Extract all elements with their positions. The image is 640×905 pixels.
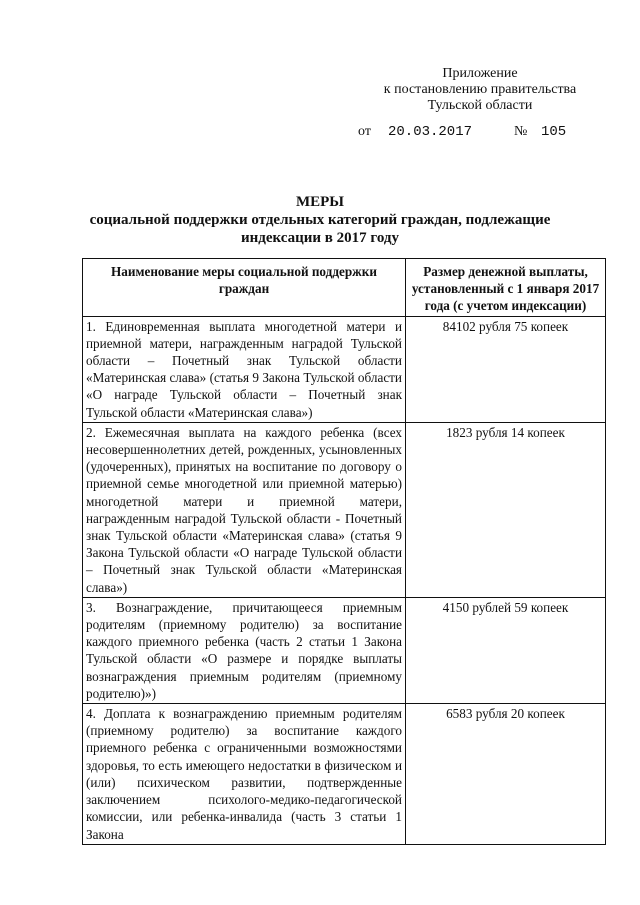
appendix-line-1: Приложение [442, 66, 518, 81]
title-line-3: индексации в 2017 году [240, 230, 399, 246]
document-title [60, 193, 580, 247]
decree-date: 20.03.2017 [388, 124, 473, 140]
measures-table [82, 258, 606, 845]
measure-name: 2. Ежемесячная выплата на каждого ребенка (всех несовершеннолетних детей, рожденных, усыновленных (удочеренных), принятых на воспитание по договору о приемной семье многодетной или приемной матерью) многодетной матери и приемной матери, награжденным наградой Тульской области - Почетный знак Тульской области «Материнская слава» (статья 9 Закона Тульской области «О награде Тульской области – Почетный знак Тульской области «Материнская слава») [83, 422, 406, 597]
appendix-line-3: Тульской области [427, 98, 533, 113]
title-line-1: МЕРЫ [295, 194, 345, 210]
table-row [83, 316, 606, 422]
table-row [83, 597, 606, 703]
appendix-line-2: к постановлению правительства [383, 82, 577, 97]
payment-amount: 6583 рубля 20 копеек [406, 704, 606, 845]
decree-number-label: № [514, 124, 528, 139]
table-header-row [83, 259, 606, 317]
measure-name: 3. Вознаграждение, причитающееся приемным родителям (приемному родителю) за воспитание каждого приемного ребенка (часть 2 статьи 1 Закона Тульской области «О размере и порядке выплаты вознаграждения приемным родителям (приемному родителю)») [83, 597, 406, 703]
payment-amount: 4150 рублей 59 копеек [406, 597, 606, 703]
decree-number: 105 [541, 124, 567, 140]
appendix-block [330, 66, 630, 114]
decree-from-label: от [358, 124, 371, 139]
payment-amount: 1823 рубля 14 копеек [406, 422, 606, 597]
measure-name: 1. Единовременная выплата многодетной матери и приемной матери, награжденным наградой Тульской области – Почетный знак Тульской области «Материнская слава» (статья 9 Закона Тульской области «О награде Тульской области – Почетный знак Тульской области «Материнская слава») [83, 316, 406, 422]
header-measure-name: Наименование меры социальной поддержки граждан [83, 259, 406, 317]
header-payment-amount: Размер денежной выплаты, установленный с 1 января 2017 года (с учетом индексации) [406, 259, 606, 317]
title-line-2: социальной поддержки отдельных категорий граждан, подлежащие [89, 212, 551, 228]
table-row [83, 704, 606, 845]
measure-name: 4. Доплата к вознаграждению приемным родителям (приемному родителю) за воспитание каждого приемного ребенка с ограниченными возможностями здоровья, то есть имеющего недостатки в физическом и (или) психическом развитии, подтвержденные заключением психолого-медико-педагогической комиссии, или ребенка-инвалида (часть 3 статьи 1 Закона [83, 704, 406, 845]
payment-amount: 84102 рубля 75 копеек [406, 316, 606, 422]
table-row [83, 422, 606, 597]
